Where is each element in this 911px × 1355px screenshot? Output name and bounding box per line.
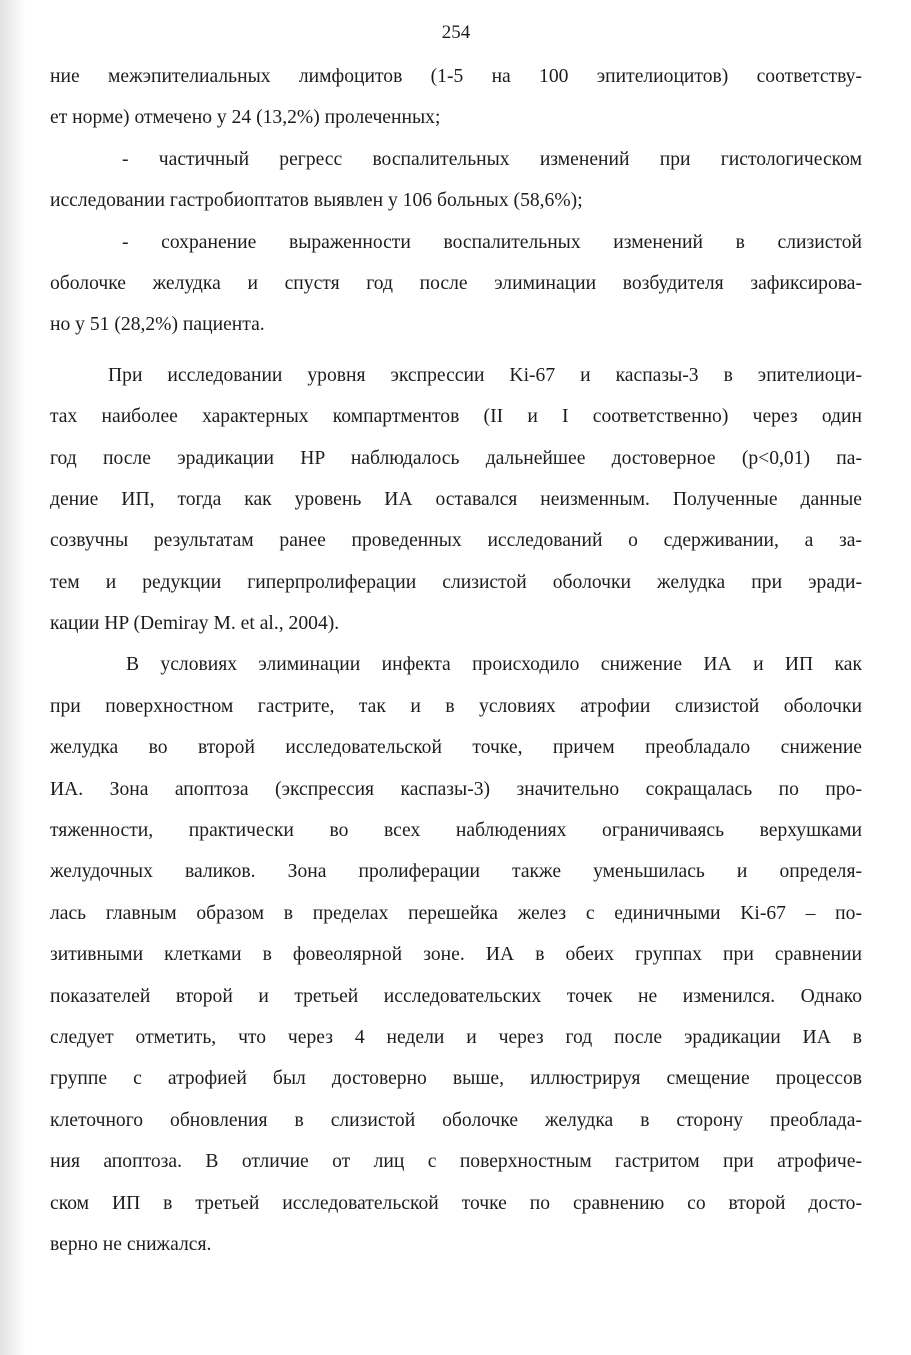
text-line: ет норме) отмечено у 24 (13,2%) пролеченных; [50, 107, 441, 129]
page-number: 254 [441, 22, 471, 43]
text-line: ние межэпителиальных лимфоцитов (1-5 на 100 эпителиоцитов) соответству- [50, 66, 862, 87]
text-line: следует отметить, что через 4 недели и через год после эрадикации ИА в [50, 1026, 862, 1048]
text-line: тем и редукции гиперпролиферации слизистой оболочки желудка при эради- [50, 571, 862, 593]
text-line: оболочке желудка и спустя год после элиминации возбудителя зафиксирова- [50, 272, 862, 294]
text-line: год после эрадикации HP наблюдалось дальнейшее достоверное (р<0,01) па- [50, 447, 862, 469]
text-line: но у 51 (28,2%) пациента. [50, 314, 265, 336]
text-line: при поверхностном гастрите, так и в условиях атрофии слизистой оболочки [50, 695, 862, 717]
body-text [50, 56, 862, 1265]
text-line: ИА. Зона апоптоза (экспрессия каспазы-3) значительно сокращалась по про- [50, 778, 862, 800]
text-line: При исследовании уровня экспрессии Ki-67 и каспазы-3 в эпителиоци- [108, 364, 862, 386]
text-line: желудка во второй исследовательской точке, причем преобладало снижение [50, 737, 862, 759]
document-page [50, 0, 862, 1355]
text-line: группе с атрофией был достоверно выше, иллюстрируя смещение процессов [50, 1068, 862, 1090]
text-line: исследовании гастробиоптатов выявлен у 106 больных (58,6%); [50, 190, 583, 212]
text-line: - частичный регресс воспалительных изменений при гистологическом [122, 148, 862, 170]
text-line: ния апоптоза. В отличие от лиц с поверхностным гастритом при атрофиче- [50, 1151, 862, 1173]
text-line: тяженности, практически во всех наблюдениях ограничиваясь верхушками [50, 820, 862, 842]
text-line: - сохранение выраженности воспалительных изменений в слизистой [122, 231, 862, 253]
text-line: зитивными клетками в фовеолярной зоне. ИА в обеих группах при сравнении [50, 944, 862, 966]
text-line: тах наиболее характерных компартментов (II и I соответственно) через один [50, 406, 862, 428]
text-line: ском ИП в третьей исследовательской точке по сравнению со второй досто- [50, 1192, 862, 1214]
text-line: желудочных валиков. Зона пролиферации также уменьшилась и определя- [50, 861, 862, 883]
text-line: В условиях элиминации инфекта происходило снижение ИА и ИП как [126, 654, 862, 676]
text-line: лась главным образом в пределах перешейка желез с единичными Ki-67 – по- [50, 902, 862, 924]
scan-edge-shadow [0, 0, 26, 1355]
text-line: показателей второй и третьей исследовательских точек не изменился. Однако [50, 985, 862, 1007]
text-line: верно не снижался. [50, 1233, 212, 1255]
text-line: созвучны результатам ранее проведенных исследований о сдерживании, а за- [50, 530, 862, 552]
text-line: клеточного обновления в слизистой оболочке желудка в сторону преоблада- [50, 1109, 862, 1131]
text-line: дение ИП, тогда как уровень ИА оставался неизменным. Полученные данные [50, 488, 862, 510]
text-line: кации HP (Demiray M. et al., 2004). [50, 613, 340, 635]
